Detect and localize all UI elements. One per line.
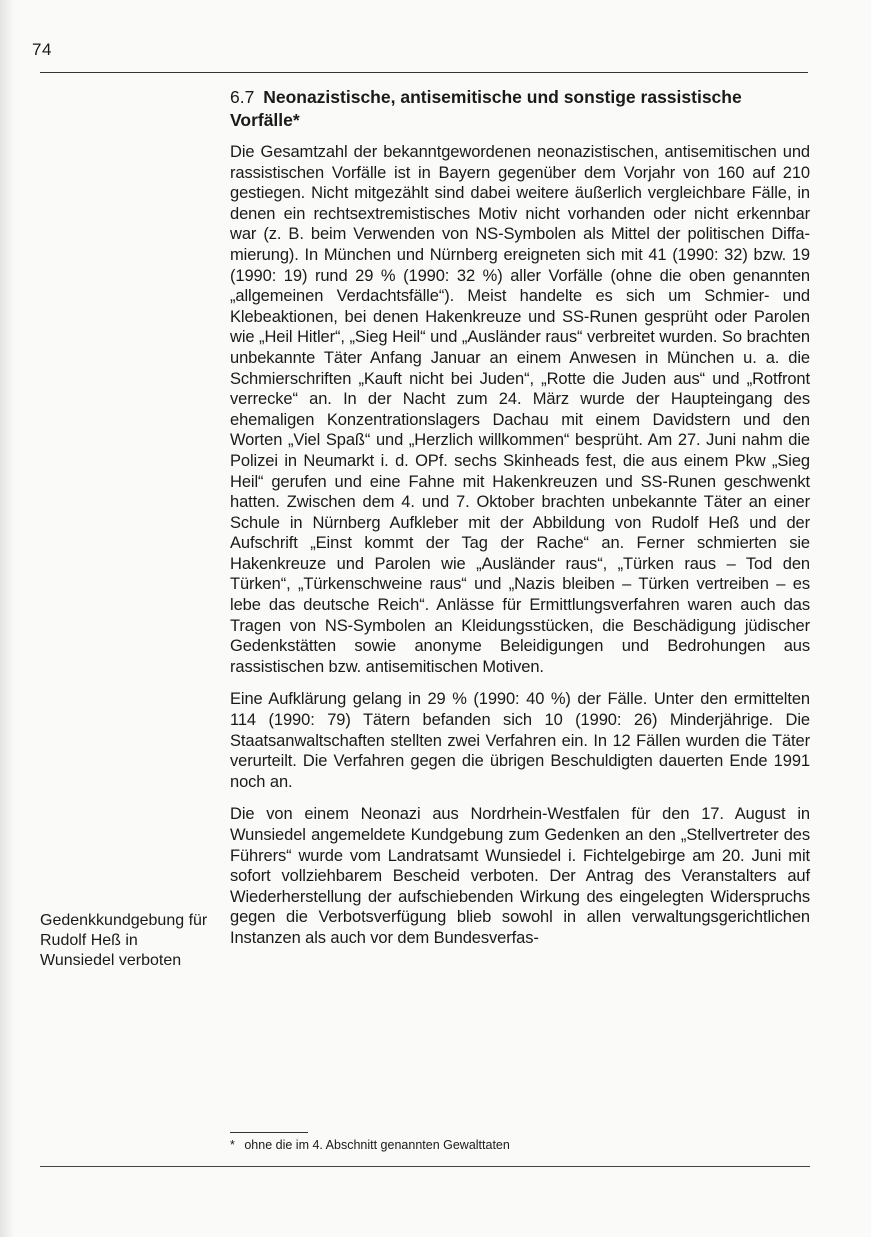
paragraph-incidents: Die Gesamtzahl der bekanntgewordenen neonazistischen, antisemitischen und rassistischen Vorfälle ist in Bayern gegenüber dem Vorjahr von 160 auf 210 gestiegen. Nicht mitgezählt sind dabei weitere äußerlich vergleichbare Fälle, in denen ein rechtsextremistisches Motiv nicht vorhanden oder nicht erkennbar war (z. B. beim Verwenden von NS-Symbolen als Mittel der politischen Diffamierung). In München und Nürnberg ereigneten sich mit 41 (1990: 32) bzw. 19 (1990: 19) rund 29 % (1990: 32 %) aller Vorfälle (ohne die oben genannten „allgemeinen Verdachtsfälle“). Meist handelte es sich um Schmier- und Klebeaktionen, bei denen Hakenkreuze und SS-Runen gesprüht oder Parolen wie „Heil Hitler“, „Sieg Heil“ und „Ausländer raus“ verbreitet wurden. So brachten unbekannte Täter Anfang Januar an einem Anwesen in München u. a. die Schmierschriften „Kauft nicht bei Juden“, „Rotte die Juden aus“ und „Rotfront verrecke“ an. In der Nacht zum 24. März wurde der Haupteingang des ehemaligen Konzentrationslagers Dachau mit einem Davidstern und den Worten „Viel Spaß“ und „Herzlich willkommen“ besprüht. Am 27. Juni nahm die Polizei in Neumarkt i. d. OPf. sechs Skinheads fest, die aus einem Pkw „Sieg Heil“ gerufen und eine Fahne mit Hakenkreuzen und SS-Runen geschwenkt hatten. Zwischen dem 4. und 7. Oktober brachten unbekannte Täter an einer Schule in Nürnberg Aufkleber mit der Abbildung von Rudolf Heß und der Aufschrift „Einst kommt der Tag der Rache“ an. Ferner schmierten sie Hakenkreuze und Parolen wie „Ausländer raus“, „Türken raus – Tod den Türken“, „Türkenschweine raus“ und „Nazis bleiben – Türken vertreiben – es lebe das deutsche Reich“. Anlässe für Ermittlungsverfahren waren auch das Tragen von NS-Symbolen an Kleidungsstücken, die Beschädigung jüdischer Gedenkstätten sowie anonyme Beleidigungen und Bedrohungen aus rassistischen bzw. antisemitischen Motiven. (230, 143, 810, 676)
section-number: 6.7 (230, 87, 255, 107)
paragraph-wunsiedel: Die von einem Neonazi aus Nordrhein-Westfalen für den 17. August in Wunsiedel angemeldete Kundgebung zum Gedenken an den „Stellvertreter des Führers“ wurde vom Landratsamt Wunsiedel i. Fichtelgebirge am 20. Juni mit sofort vollziehbarem Bescheid verboten. Der Antrag des Veranstalters auf Wiederherstellung der aufschiebenden Wirkung des eingelegten Widerspruchs gegen die Verbotsverfügung blieb sowohl in allen verwaltungsgerichtlichen Instanzen als auch vor dem Bundesverfas- (230, 805, 810, 947)
footnote-rule (230, 1132, 308, 1133)
section-title: Neonazistische, antisemitische und sonstige rassistische Vorfälle* (230, 87, 742, 130)
footnote-text: ohne die im 4. Abschnitt genannten Gewalttaten (244, 1138, 510, 1152)
page-edge-shadow (0, 0, 14, 1237)
footer-rule (40, 1166, 810, 1167)
section-heading (230, 86, 810, 132)
footnote (230, 1137, 810, 1153)
footnote-marker: * (230, 1138, 235, 1152)
header-rule (40, 72, 808, 73)
page-number: 74 (32, 40, 52, 59)
margin-note: Gedenkkundgebung für Rudolf Heß in Wunsiedel verboten (40, 912, 208, 969)
main-column (230, 86, 810, 961)
paragraph-clearance: Eine Aufklärung gelang in 29 % (1990: 40 %) der Fälle. Unter den ermittelten 114 (1990: 79) Tätern befanden sich 10 (1990: 26) Minderjährige. Die Staatsanwaltschaften stellten zwei Verfahren ein. In 12 Fällen wurden die Täter verurteilt. Die Verfahren gegen die übrigen Beschuldigten dauerten Ende 1991 noch an. (230, 690, 810, 791)
